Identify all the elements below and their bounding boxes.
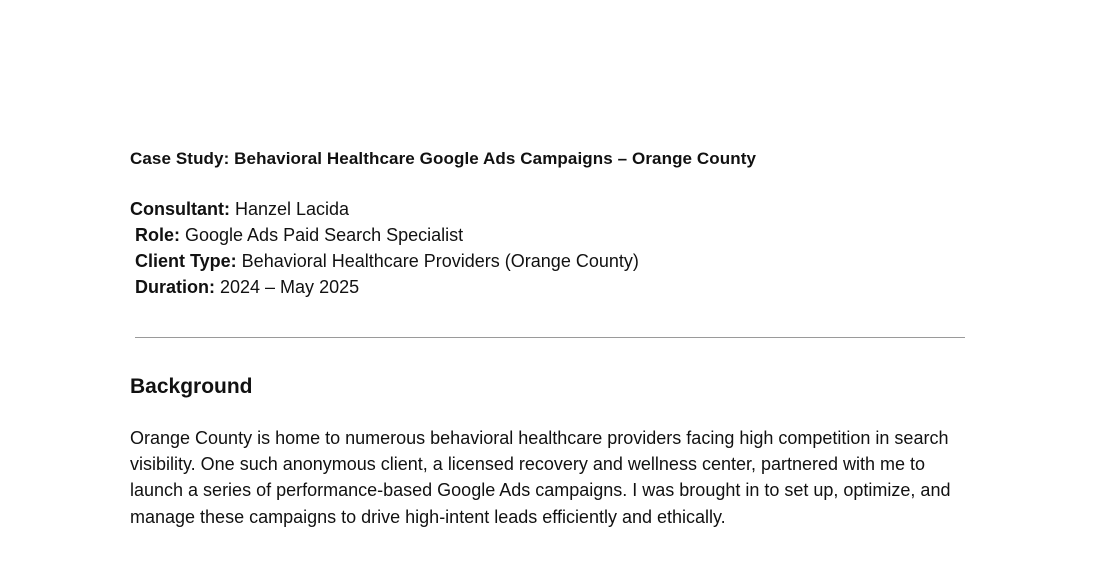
background-paragraph: Orange County is home to numerous behavioral healthcare providers facing high competition in search visibility. One such anonymous client, a licensed recovery and wellness center, partnered with me to launch a series of performance-based Google Ads campaigns. I was brought in to set up, optimize, and manage these campaigns to drive high-intent leads efficiently and ethically. <box>130 428 951 527</box>
meta-label-role: Role: <box>135 225 180 245</box>
section-heading-background: Background <box>130 375 253 398</box>
document-title: Case Study: Behavioral Healthcare Google Ads Campaigns – Orange County <box>130 149 757 168</box>
meta-label-duration: Duration: <box>135 277 215 297</box>
meta-label-consultant: Consultant: <box>130 199 230 219</box>
meta-duration <box>130 274 639 300</box>
meta-value-duration: 2024 – May 2025 <box>215 277 360 297</box>
horizontal-divider <box>135 337 965 338</box>
meta-consultant <box>130 196 639 222</box>
meta-role <box>130 222 639 248</box>
meta-client-type <box>130 248 639 274</box>
case-study-meta <box>130 196 639 300</box>
meta-label-client-type: Client Type: <box>135 251 237 271</box>
meta-value-client-type: Behavioral Healthcare Providers (Orange County) <box>236 251 639 271</box>
meta-value-role: Google Ads Paid Search Specialist <box>180 225 464 245</box>
meta-value-consultant: Hanzel Lacida <box>229 199 350 219</box>
